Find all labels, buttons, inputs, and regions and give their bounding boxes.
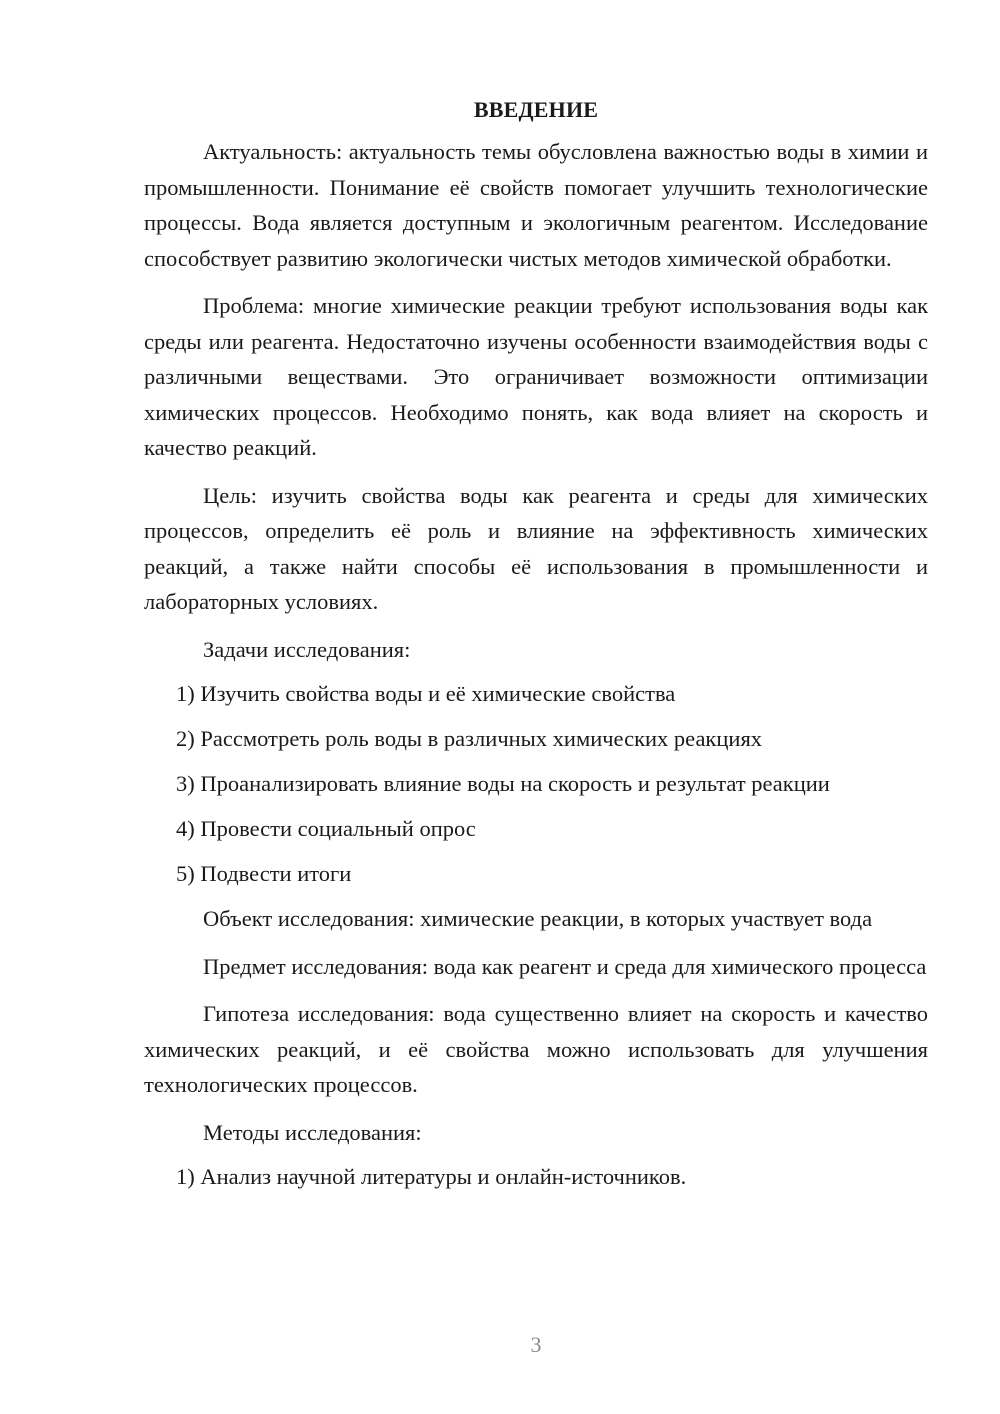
tasks-heading: Задачи исследования: xyxy=(203,636,411,662)
page-number: 3 xyxy=(530,1332,542,1357)
page-content xyxy=(144,92,928,1204)
page-title: ВВЕДЕНИЕ xyxy=(473,97,599,122)
methods-heading: Методы исследования: xyxy=(203,1119,422,1145)
task-item-3: 3) Проанализировать влияние воды на скорость и результат реакции xyxy=(176,771,830,796)
problem-paragraph: Проблема: многие химические реакции требуют использования воды как среды или реагента. Недостаточно изучены особенности взаимодействия воды с различными веществами. Это ограничивает возможности оптимизации химических процессов. Необходимо понять, как вода влияет на скорость и качество реакций. xyxy=(144,293,928,460)
task-item-1: 1) Изучить свойства воды и её химические свойства xyxy=(176,681,676,706)
actuality-paragraph: Актуальность: актуальность темы обусловлена важностью воды в химии и промышленности. Понимание её свойств помогает улучшить технологические процессы. Вода является доступным и экологичным реагентом. Исследование способствует развитию экологически чистых методов химической обработки. xyxy=(144,139,928,271)
methods-list xyxy=(144,1159,928,1195)
task-item-2: 2) Рассмотреть роль воды в различных химических реакциях xyxy=(176,726,763,751)
method-item-1: 1) Анализ научной литературы и онлайн-источников. xyxy=(176,1164,687,1189)
object-paragraph: Объект исследования: химические реакции, в которых участвует вода xyxy=(203,906,873,931)
tasks-list xyxy=(144,676,928,892)
task-item-5: 5) Подвести итоги xyxy=(176,861,352,886)
subject-paragraph: Предмет исследования: вода как реагент и среда для химического процесса xyxy=(203,953,927,979)
task-item-4: 4) Провести социальный опрос xyxy=(176,816,476,841)
hypothesis-paragraph: Гипотеза исследования: вода существенно влияет на скорость и качество химических реакций, и её свойства можно использовать для улучшения технологических процессов. xyxy=(144,1001,928,1097)
goal-paragraph: Цель: изучить свойства воды как реагента и среды для химических процессов, определить её роль и влияние на эффективность химических реакций, а также найти способы её использования в промышленности и лабораторных условиях. xyxy=(144,482,928,614)
